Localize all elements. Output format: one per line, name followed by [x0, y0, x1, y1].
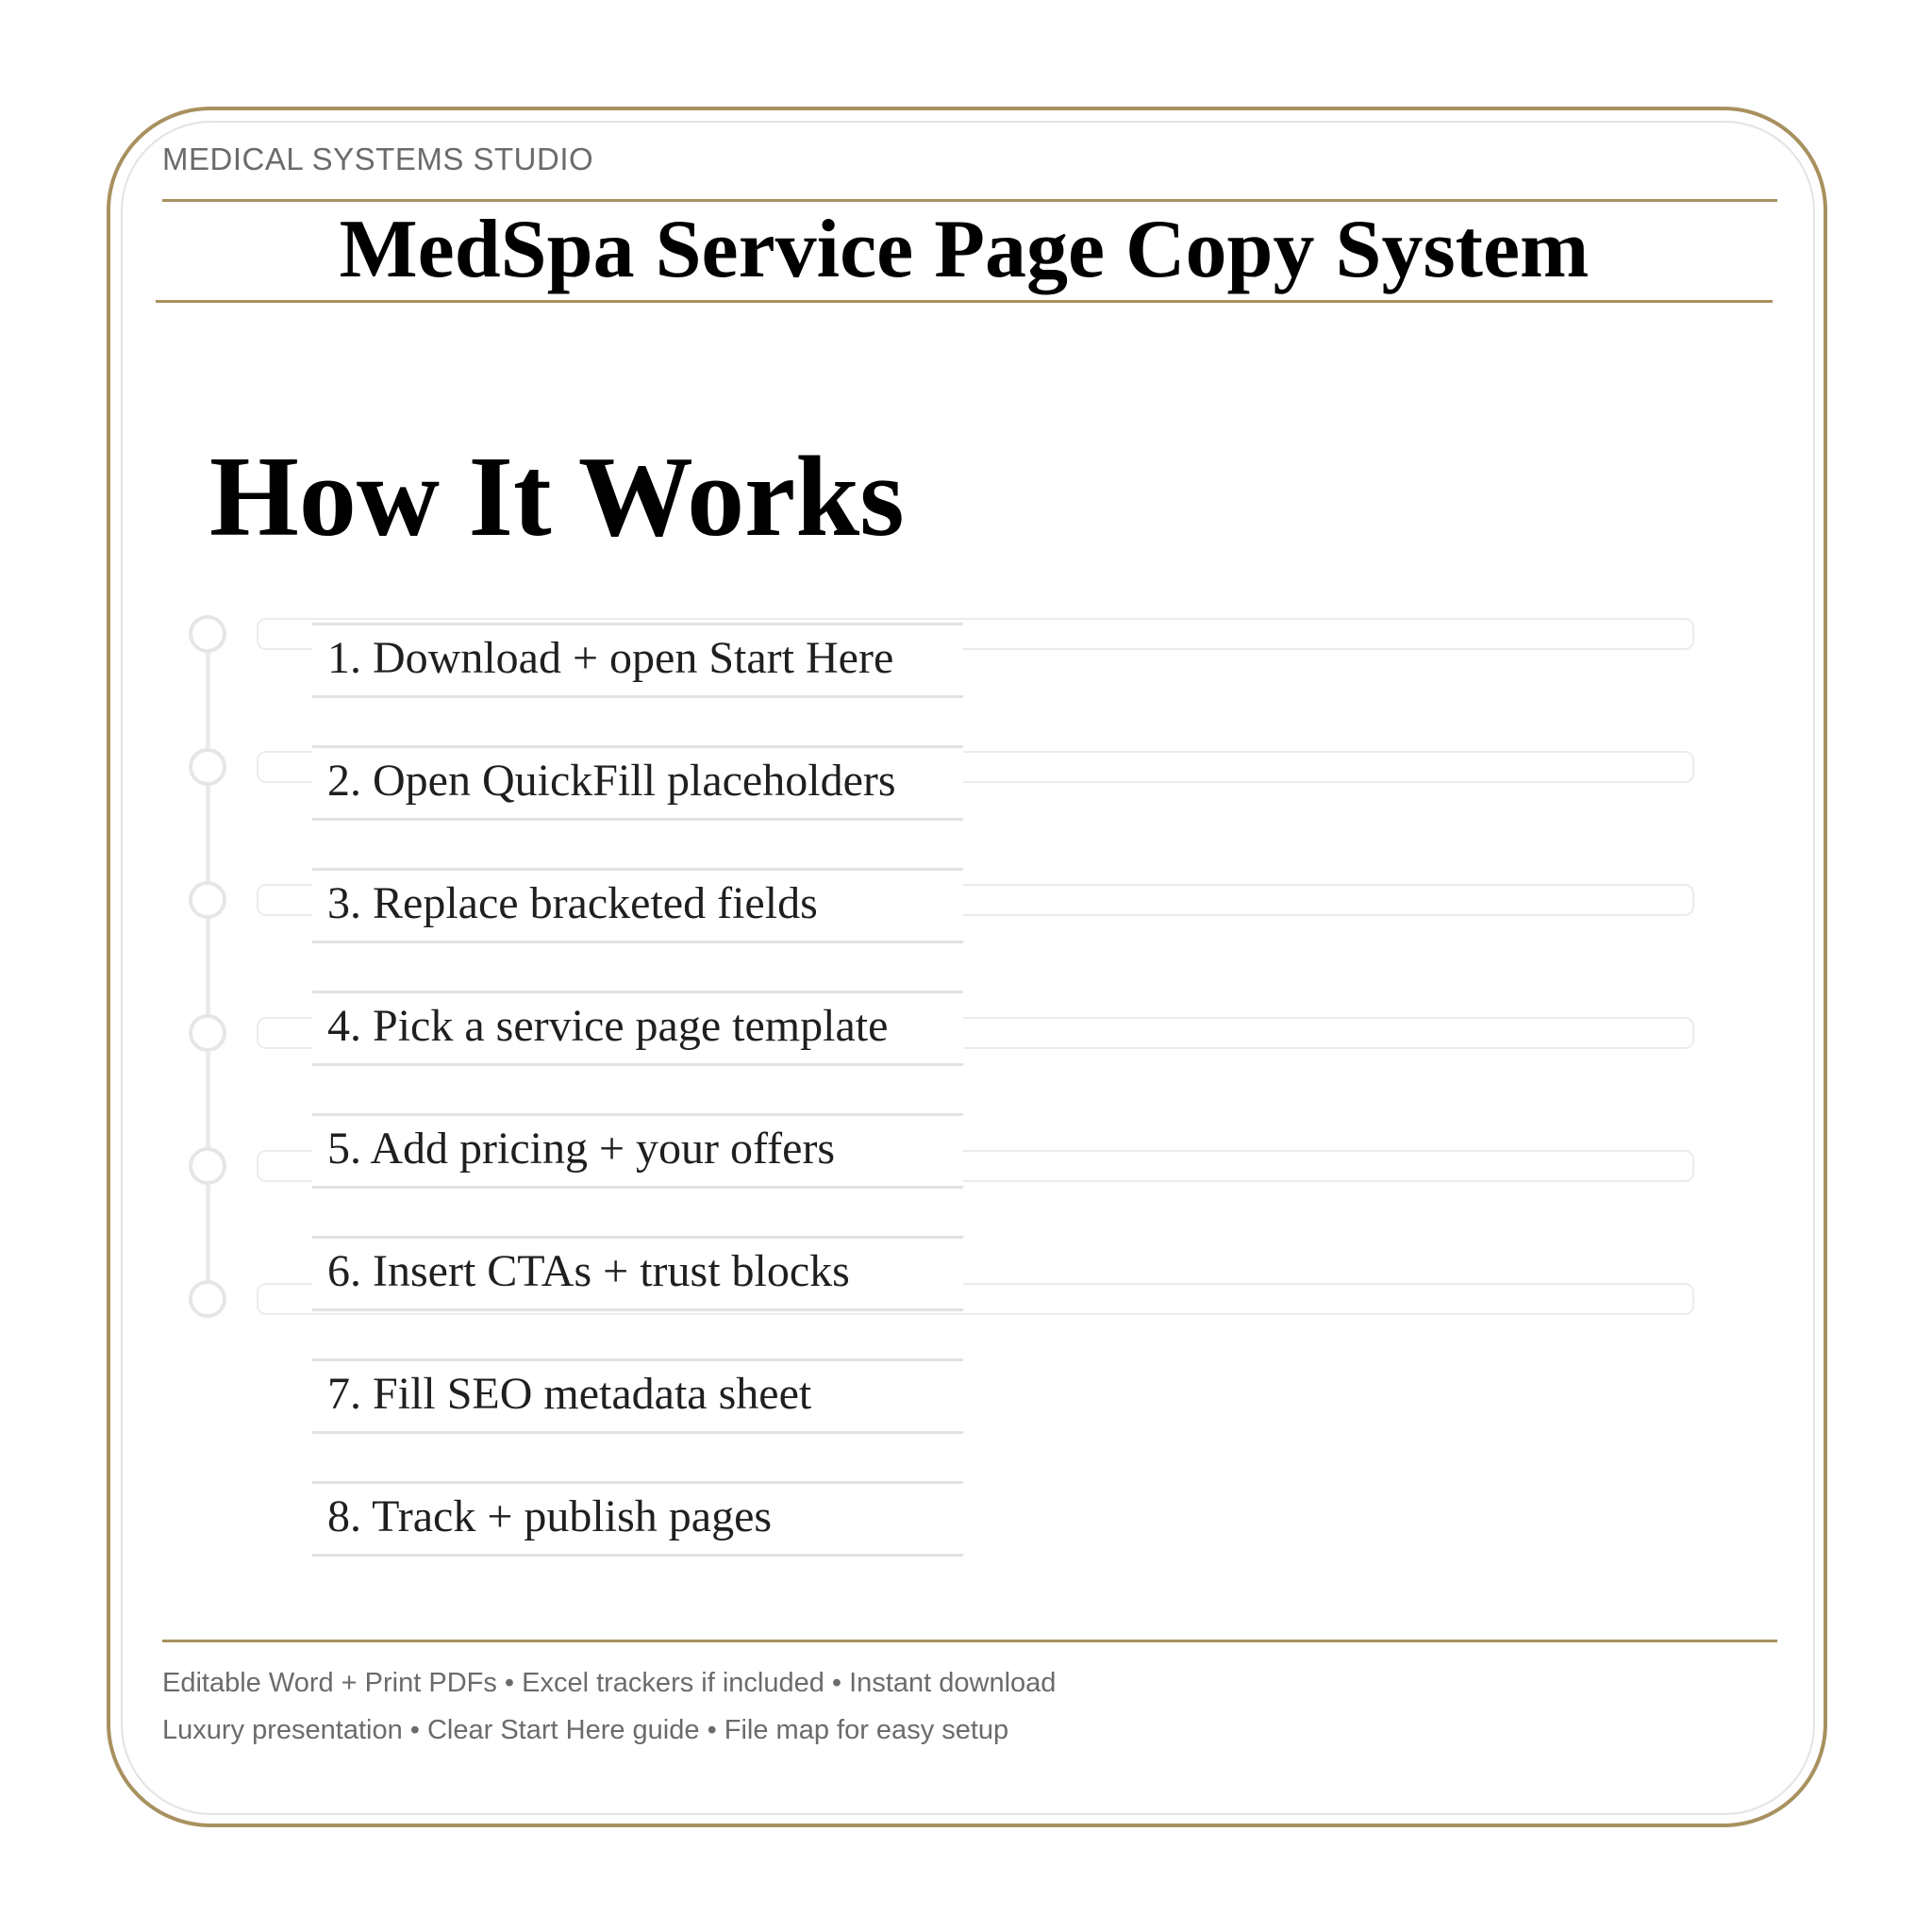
title-divider — [156, 300, 1773, 303]
step-label: 1. Download + open Start Here — [327, 633, 894, 683]
step-item — [312, 1358, 963, 1434]
step-label: 6. Insert CTAs + trust blocks — [327, 1246, 850, 1296]
step-label: 4. Pick a service page template — [327, 1001, 889, 1051]
inner-frame — [121, 121, 1815, 1815]
timeline-dot — [189, 615, 226, 653]
page-title: MedSpa Service Page Copy System — [339, 204, 1590, 295]
timeline-dot — [189, 1280, 226, 1318]
step-label: 2. Open QuickFill placeholders — [327, 756, 896, 806]
step-item — [312, 1113, 963, 1189]
step-label: 7. Fill SEO metadata sheet — [327, 1369, 812, 1419]
timeline-dot — [189, 881, 226, 919]
step-item — [312, 1236, 963, 1311]
brand-label: MEDICAL SYSTEMS STUDIO — [162, 142, 594, 176]
section-heading: How It Works — [209, 433, 905, 560]
step-item — [312, 868, 963, 943]
footer-benefits-line: Luxury presentation • Clear Start Here guide • File map for easy setup — [162, 1715, 1009, 1745]
timeline-dot — [189, 1014, 226, 1052]
step-label: 3. Replace bracketed fields — [327, 878, 818, 928]
footer-divider — [162, 1640, 1777, 1642]
footer-features-line: Editable Word + Print PDFs • Excel trackers if included • Instant download — [162, 1668, 1057, 1698]
timeline-line — [206, 634, 210, 1300]
timeline-dot — [189, 748, 226, 786]
step-label: 5. Add pricing + your offers — [327, 1124, 836, 1174]
step-item — [312, 1481, 963, 1557]
step-item — [312, 745, 963, 821]
step-label: 8. Track + publish pages — [327, 1491, 773, 1541]
step-item — [312, 623, 963, 698]
timeline-dot — [189, 1147, 226, 1185]
step-item — [312, 991, 963, 1066]
